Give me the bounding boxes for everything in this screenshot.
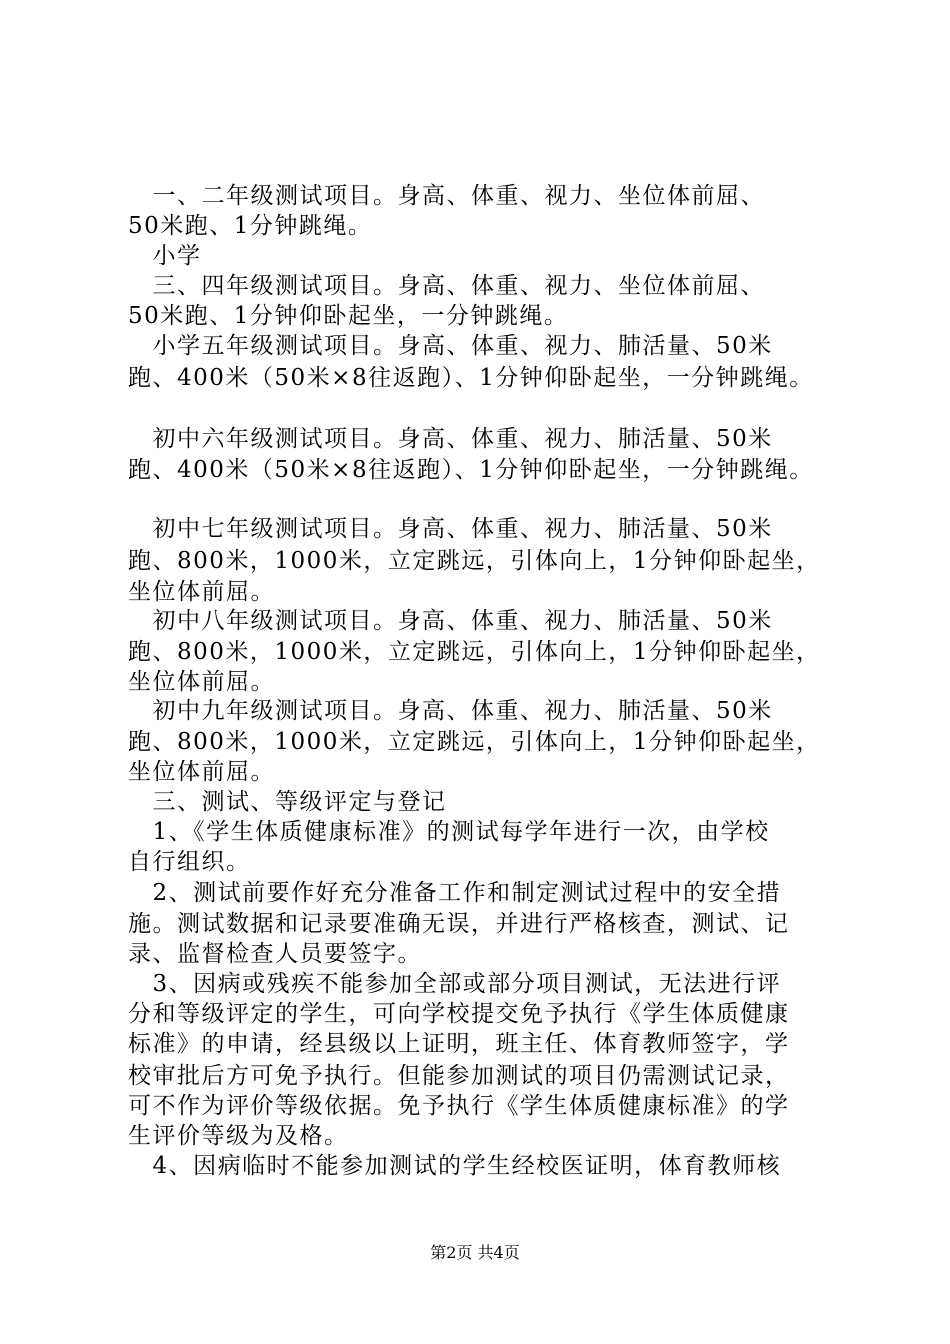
section-heading: 三、测试、等级评定与登记 xyxy=(128,789,447,815)
body-line: 跑、800米，1000米，立定跳远，引体向上，1分钟仰卧起坐， xyxy=(128,639,821,665)
body-line: 坐位体前屈。 xyxy=(128,669,275,695)
body-line: 自行组织。 xyxy=(128,849,251,875)
body-line: 录、监督检查人员要签字。 xyxy=(128,941,422,967)
body-line: 可不作为评价等级依据。免予执行《学生体质健康标准》的学 xyxy=(128,1093,790,1119)
body-line: 分和等级评定的学生，可向学校提交免予执行《学生体质健康 xyxy=(128,1001,790,1027)
body-line: 50米跑、1分钟跳绳。 xyxy=(128,213,373,239)
body-line: 标准》的申请，经县级以上证明，班主任、体育教师签字，学 xyxy=(128,1031,790,1057)
body-line: 初中六年级测试项目。身高、体重、视力、肺活量、50米 xyxy=(128,426,773,452)
body-line: 生评价等级为及格。 xyxy=(128,1123,349,1149)
body-line: 一、二年级测试项目。身高、体重、视力、坐位体前屈、 xyxy=(128,183,765,209)
body-line: 50米跑、1分钟仰卧起坐，一分钟跳绳。 xyxy=(128,303,569,329)
body-line: 跑、400米（50米×8往返跑）、1分钟仰卧起坐，一分钟跳绳。 xyxy=(128,457,814,483)
body-line: 4、因病临时不能参加测试的学生经校医证明，体育教师核 xyxy=(128,1153,782,1179)
body-line: 2、测试前要作好充分准备工作和制定测试过程中的安全措 xyxy=(128,880,782,906)
body-line: 初中七年级测试项目。身高、体重、视力、肺活量、50米 xyxy=(128,516,773,542)
page-number: 第2页 共4页 xyxy=(430,1243,520,1262)
body-line: 施。测试数据和记录要准确无误，并进行严格核查，测试、记 xyxy=(128,911,790,937)
body-line: 坐位体前屈。 xyxy=(128,579,275,605)
body-line: 3、因病或残疾不能参加全部或部分项目测试，无法进行评 xyxy=(128,971,782,997)
body-line: 小学 xyxy=(128,243,202,269)
body-line: 跑、400米（50米×8往返跑）、1分钟仰卧起坐，一分钟跳绳。 xyxy=(128,365,814,391)
body-line: 三、四年级测试项目。身高、体重、视力、坐位体前屈、 xyxy=(128,273,765,299)
body-line: 跑、800米，1000米，立定跳远，引体向上，1分钟仰卧起坐， xyxy=(128,548,821,574)
body-line: 校审批后方可免予执行。但能参加测试的项目仍需测试记录， xyxy=(128,1063,790,1089)
body-line: 初中九年级测试项目。身高、体重、视力、肺活量、50米 xyxy=(128,698,773,724)
body-line: 初中八年级测试项目。身高、体重、视力、肺活量、50米 xyxy=(128,608,773,634)
body-line: 坐位体前屈。 xyxy=(128,759,275,785)
body-line: 1、《学生体质健康标准》的测试每学年进行一次，由学校 xyxy=(128,819,770,845)
body-line: 小学五年级测试项目。身高、体重、视力、肺活量、50米 xyxy=(128,333,773,359)
body-line: 跑、800米，1000米，立定跳远，引体向上，1分钟仰卧起坐， xyxy=(128,729,821,755)
